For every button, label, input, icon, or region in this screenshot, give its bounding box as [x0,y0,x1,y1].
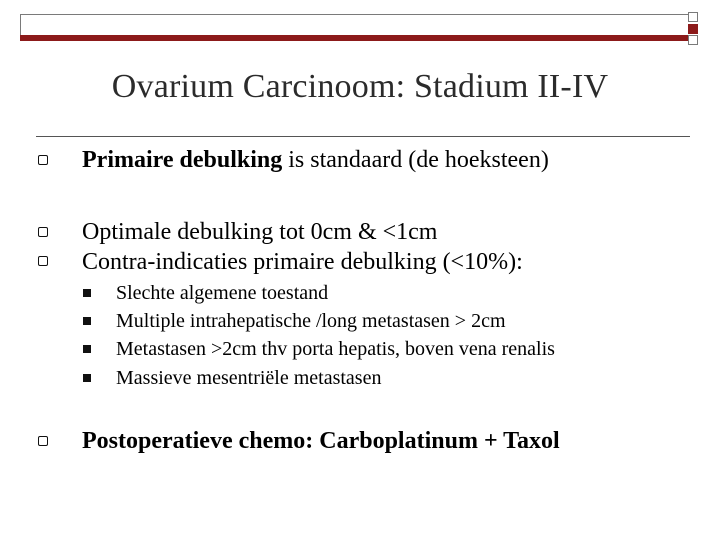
slide-title: Ovarium Carcinoom: Stadium II-IV [111,68,609,105]
corner-square-bottom [688,35,698,45]
bullet-primary-debulking [82,146,549,174]
sub-bullet-item: Metastasen >2cm thv porta hepatis, boven vena renalis [116,338,555,360]
sub-bullet-item: Massieve mesentriële metastasen [116,367,382,389]
corner-square-top [688,12,698,22]
filled-square-bullet-icon [83,345,91,353]
square-bullet-icon [38,155,48,165]
sub-bullet-item: Multiple intrahepatische /long metastasen > 2cm [116,310,506,332]
bullet-rest-text: is standaard (de hoeksteen) [282,147,549,173]
frame-line-top [20,14,688,15]
corner-square-middle [688,24,698,34]
square-bullet-icon [38,256,48,266]
top-decoration [20,14,688,38]
filled-square-bullet-icon [83,289,91,297]
filled-square-bullet-icon [83,317,91,325]
bullet-contra-indications: Contra-indicaties primaire debulking (<10%): [82,249,523,275]
bullet-postoperative-chemo: Postoperatieve chemo: Carboplatinum + Taxol [82,428,560,454]
bullet-bold-text: Primaire debulking [82,147,283,173]
square-bullet-icon [38,436,48,446]
square-bullet-icon [38,227,48,237]
filled-square-bullet-icon [83,374,91,382]
bullet-optimal-debulking: Optimale debulking tot 0cm & <1cm [82,219,438,245]
accent-bar [20,35,688,41]
title-divider [36,136,690,137]
sub-bullet-item: Slechte algemene toestand [116,282,329,304]
